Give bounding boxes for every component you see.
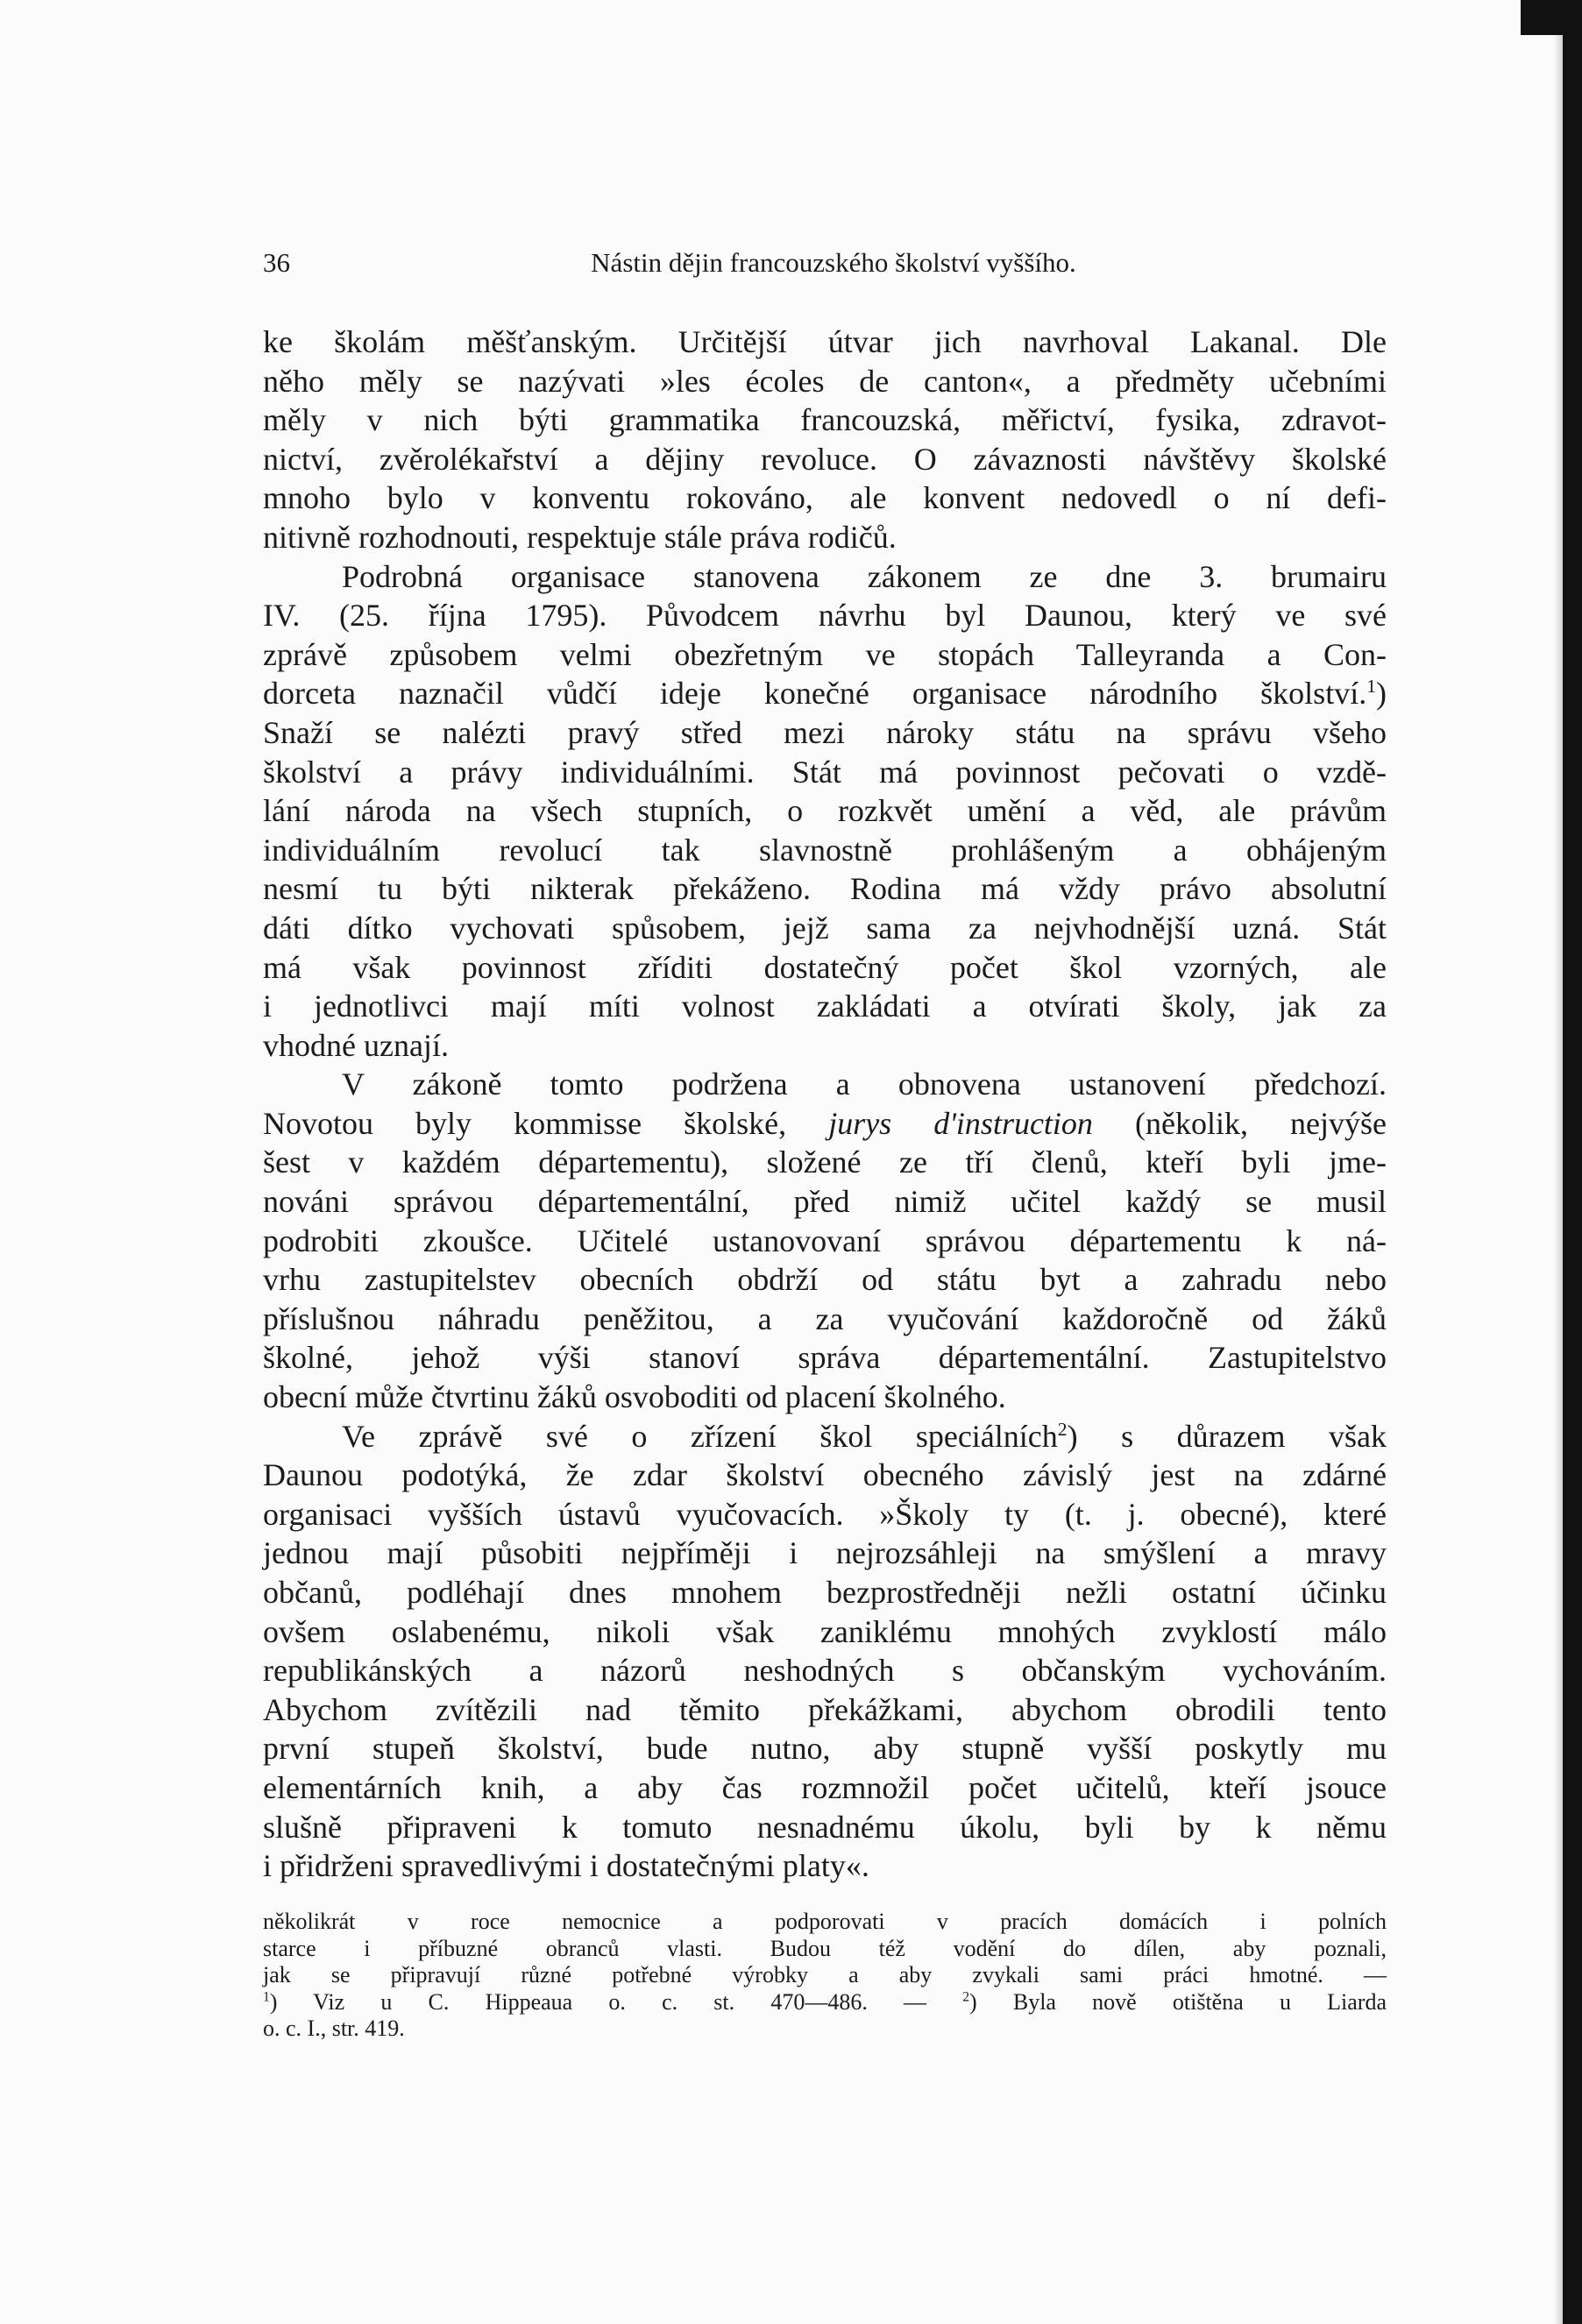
text-segment: ) Byla nově otištěna u Liarda xyxy=(969,1988,1387,2015)
text-segment: Ve zprávě své o zřízení škol speciálních xyxy=(342,1418,1058,1454)
text-segment: nováni správou départementální, před nimiž učitel každý se musil xyxy=(263,1184,1387,1220)
body-line xyxy=(263,753,1387,792)
body-line xyxy=(263,322,1387,362)
body-line xyxy=(263,362,1387,401)
body-line xyxy=(263,596,1387,635)
body-line xyxy=(263,1573,1387,1612)
text-segment: lání národa na všech stupních, o rozkvět umění a věd, ale právům xyxy=(263,793,1387,829)
body-line xyxy=(263,1260,1387,1300)
text-segment: vhodné uznají. xyxy=(263,1027,449,1063)
page-number: 36 xyxy=(263,247,290,278)
footnote-line xyxy=(263,2016,1387,2043)
footnote-line xyxy=(263,1936,1387,1963)
body-line xyxy=(263,948,1387,988)
body-line xyxy=(263,1143,1387,1182)
body-line xyxy=(263,1222,1387,1261)
footnote-marker: 2 xyxy=(1057,1418,1068,1440)
text-segment: republikánských a názorů neshodných s občanským vychováním. xyxy=(263,1653,1387,1689)
footnote-marker: 1 xyxy=(263,1988,270,2004)
body-text xyxy=(263,322,1387,1886)
footnote-line xyxy=(263,1909,1387,1936)
text-segment: Novotou byly kommisse školské, xyxy=(263,1105,829,1141)
text-segment: jak se připravují různé potřebné výrobky a aby zvykali sami práci hmotné. — xyxy=(263,1962,1387,1987)
body-line xyxy=(263,1456,1387,1495)
text-segment: jednou mají působiti nejpříměji i nejrozsáhleji na smýšlení a mravy xyxy=(263,1535,1387,1571)
text-segment: nitivně rozhodnouti, respektuje stále práva rodičů. xyxy=(263,519,897,555)
body-line xyxy=(263,1417,1387,1456)
text-segment: má však povinnost zříditi dostatečný počet škol vzorných, ale xyxy=(263,949,1387,985)
text-segment: dorceta naznačil vůdčí ideje konečné organisace národního školství. xyxy=(263,676,1367,712)
body-line xyxy=(263,1378,1387,1417)
italic-phrase: jurys d'instruction xyxy=(828,1105,1093,1141)
footnote-marker: 2 xyxy=(962,1988,970,2004)
body-line xyxy=(263,518,1387,557)
body-line xyxy=(263,987,1387,1026)
body-line xyxy=(263,1612,1387,1652)
text-segment: ovšem oslabenému, nikoli však zaniklému mnohých zvyklostí málo xyxy=(263,1613,1387,1649)
text-segment: něho měly se nazývati »les écoles de canton«, a předměty učebními xyxy=(263,363,1387,399)
text-segment: školné, jehož výši stanoví správa départementální. Zastupitelstvo xyxy=(263,1340,1387,1376)
body-line xyxy=(263,831,1387,870)
text-segment: i přidrženi spravedlivými i dostatečnými platy«. xyxy=(263,1848,869,1884)
body-line xyxy=(263,1338,1387,1378)
body-line xyxy=(263,909,1387,948)
text-segment: podrobiti zkoušce. Učitelé ustanovovaní správou départementu k ná- xyxy=(263,1222,1387,1258)
body-line xyxy=(263,791,1387,831)
body-line xyxy=(263,635,1387,675)
body-line xyxy=(263,1300,1387,1339)
text-segment: školství a právy individuálními. Stát má povinnost pečovati o vzdě- xyxy=(263,754,1387,790)
body-line xyxy=(263,1808,1387,1847)
body-line xyxy=(263,1182,1387,1222)
text-segment: i jednotlivci mají míti volnost zakládati a otvírati školy, jak za xyxy=(263,988,1387,1024)
text-segment: příslušnou náhradu peněžitou, a za vyučování každoročně od žáků xyxy=(263,1300,1387,1336)
text-segment: individuálním revolucí tak slavnostně prohlášeným a obhájeným xyxy=(263,832,1387,868)
body-line xyxy=(263,478,1387,518)
body-line xyxy=(263,1026,1387,1066)
text-segment: zprávě způsobem velmi obezřetným ve stopách Talleyranda a Con- xyxy=(263,636,1387,672)
footnote-line xyxy=(263,1989,1387,2016)
page-edge-shadow xyxy=(1554,0,1563,2324)
text-segment: (několik, nejvýše xyxy=(1092,1105,1387,1141)
text-segment: několikrát v roce nemocnice a podporovati v pracích domácích i polních xyxy=(263,1909,1387,1934)
text-segment: nictví, zvěrolékařství a dějiny revoluce. O závaznosti návštěvy školské xyxy=(263,441,1387,477)
text-segment: Daunou podotýká, že zdar školství obecného závislý jest na zdárné xyxy=(263,1457,1387,1493)
text-segment: ) s důrazem však xyxy=(1067,1418,1387,1454)
page-header xyxy=(263,247,1387,282)
text-segment: IV. (25. října 1795). Původcem návrhu byl Daunou, který ve své xyxy=(263,598,1387,634)
text-segment: elementárních knih, a aby čas rozmnožil počet učitelů, kteří jsouce xyxy=(263,1769,1387,1805)
body-line xyxy=(263,1690,1387,1730)
text-segment: organisaci vyšších ústavů vyučovacích. »Školy ty (t. j. obecné), které xyxy=(263,1496,1387,1532)
text-segment: nesmí tu býti nikterak překáženo. Rodina má vždy právo absolutní xyxy=(263,871,1387,907)
body-line xyxy=(263,1768,1387,1808)
scan-border xyxy=(1563,0,1582,2324)
body-line xyxy=(263,440,1387,479)
scan-corner xyxy=(1521,0,1582,35)
text-segment: starce i příbuzné obranců vlasti. Budou též vodění do dílen, aby poznali, xyxy=(263,1935,1387,1961)
footnote-line xyxy=(263,1962,1387,1989)
text-segment: mnoho bylo v konventu rokováno, ale konvent nedovedl o ní defi- xyxy=(263,480,1387,516)
text-segment: ke školám měšťanským. Určitější útvar jich navrhoval Lakanal. Dle xyxy=(263,324,1387,359)
text-segment: Snaží se nalézti pravý střed mezi nároky státu na správu všeho xyxy=(263,714,1387,750)
text-segment: slušně připraveni k tomuto nesnadnému úkolu, byli by k němu xyxy=(263,1809,1387,1845)
body-line xyxy=(263,1534,1387,1573)
running-title: Nástin dějin francouzského školství vyššího. xyxy=(591,247,1076,278)
body-line xyxy=(263,713,1387,753)
body-line xyxy=(263,400,1387,440)
body-line xyxy=(263,674,1387,713)
body-line xyxy=(263,1495,1387,1534)
footnote-marker: 1 xyxy=(1366,676,1376,698)
body-line xyxy=(263,557,1387,597)
text-segment: první stupeň školství, bude nutno, aby stupně vyšší poskytly mu xyxy=(263,1731,1387,1767)
text-segment: občanů, podléhají dnes mnohem bezprostředněji nežli ostatní účinku xyxy=(263,1575,1387,1610)
text-segment: Podrobná organisace stanovena zákonem ze dne 3. brumairu xyxy=(342,558,1387,594)
text-segment: šest v každém départementu), složené ze tří členů, kteří byli jme- xyxy=(263,1144,1387,1180)
text-segment: vrhu zastupitelstev obecních obdrží od státu byt a zahradu nebo xyxy=(263,1262,1387,1298)
text-segment: dáti dítko vychovati spůsobem, jejž sama za nejvhodnější uzná. Stát xyxy=(263,910,1387,946)
body-line xyxy=(263,1846,1387,1886)
text-segment: Abychom zvítězili nad těmito překážkami, abychom obrodili tento xyxy=(263,1691,1387,1727)
text-segment: ) xyxy=(1376,676,1387,712)
text-segment: o. c. I., str. 419. xyxy=(263,2016,405,2041)
text-segment: obecní může čtvrtinu žáků osvoboditi od placení školného. xyxy=(263,1379,1006,1415)
body-line xyxy=(263,869,1387,909)
body-line xyxy=(263,1729,1387,1768)
text-segment: ) Viz u C. Hippeaua o. c. st. 470—486. — xyxy=(269,1988,963,2015)
text-segment: V zákoně tomto podržena a obnovena ustanovení předchozí. xyxy=(342,1066,1387,1102)
body-line xyxy=(263,1104,1387,1144)
body-line xyxy=(263,1065,1387,1104)
text-segment: měly v nich býti grammatika francouzská, měřictví, fysika, zdravot- xyxy=(263,402,1387,438)
body-line xyxy=(263,1651,1387,1690)
footnotes xyxy=(263,1909,1387,2043)
